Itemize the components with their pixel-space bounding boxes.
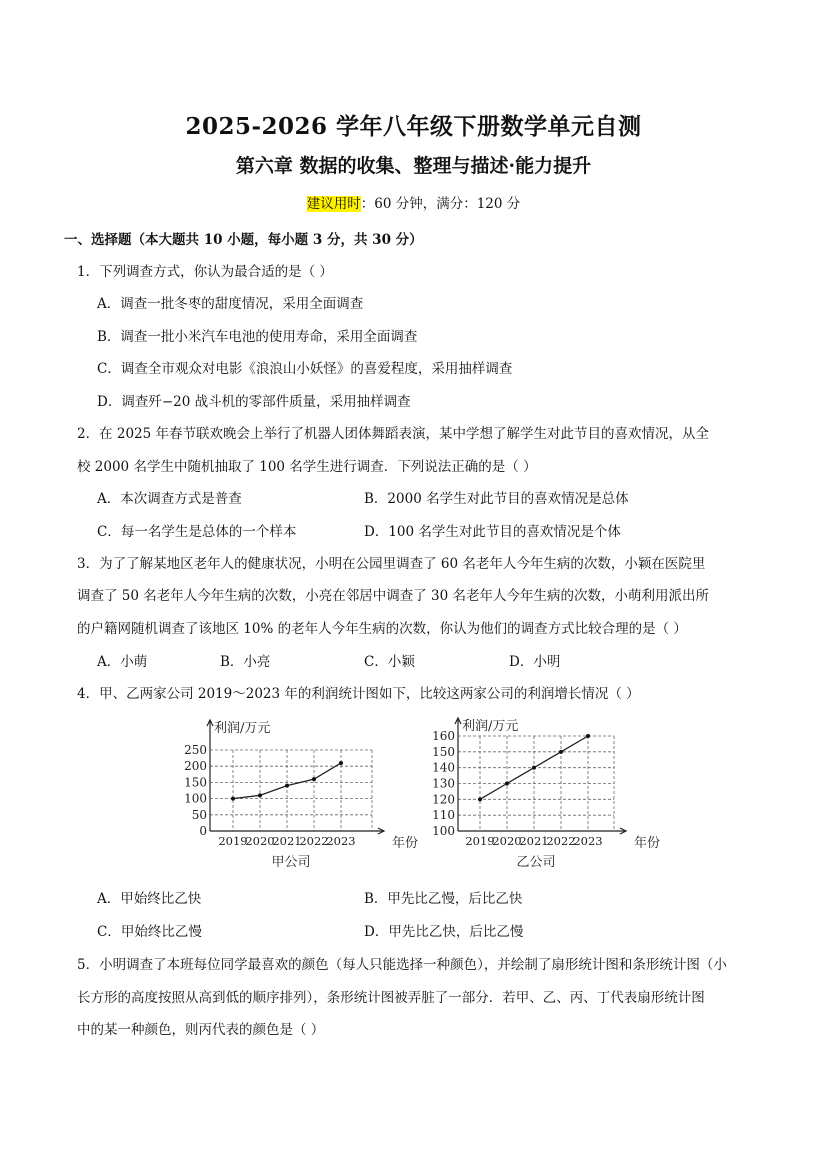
- chart1-ytick-label: 50: [191, 807, 207, 822]
- chart2-ytick-label: 160: [432, 729, 455, 743]
- chart2-xtick-label: 2019: [465, 834, 495, 848]
- q1-option-b: B．调查一批小米汽车电池的使用寿命，采用全面调查: [97, 329, 418, 345]
- chart2-ytick-label: 120: [432, 792, 455, 807]
- chart1-ylabel: 利润/万元: [214, 721, 271, 736]
- time-info: [0, 192, 827, 212]
- q1-option-d: D．调查歼−20 战斗机的零部件质量，采用抽样调查: [97, 394, 411, 410]
- chart2-xtick-label: 2022: [546, 834, 576, 848]
- time-label: 建议用时: [306, 196, 361, 212]
- q2-option-d: D．100 名学生对此节目的喜欢情况是个体: [364, 524, 621, 540]
- q1-stem: 1．下列调查方式，你认为最合适的是（ ）: [77, 264, 333, 280]
- q5-stem-line1: 5．小明调查了本班每位同学最喜欢的颜色（每人只能选择一种颜色），并绘制了扇形统计图和条形统计图（小: [77, 957, 727, 973]
- q2-option-c: C．每一名学生是总体的一个样本: [97, 524, 297, 540]
- q1-option-c: C．调查全市观众对电影《浪浪山小妖怪》的喜爱程度，采用抽样调查: [97, 361, 513, 377]
- chart1-ytick-label: 0: [199, 824, 207, 838]
- chart2-data-point: [478, 797, 482, 801]
- chart2-data-point: [532, 766, 536, 770]
- chart1-xtick-label: 2023: [326, 834, 356, 848]
- q4-option-a: A．甲始终比乙快: [97, 891, 202, 907]
- chart1-data-point: [312, 777, 316, 781]
- chart2-title: 乙公司: [516, 855, 556, 870]
- chart1-title: 甲公司: [271, 855, 311, 870]
- q4-stem: 4．甲、乙两家公司 2019～2023 年的利润统计图如下，比较这两家公司的利润增长情况（ ）: [77, 686, 640, 702]
- chart1-xtick-label: 2022: [299, 834, 329, 848]
- q2-stem-line1: 2．在 2025 年春节联欢晚会上举行了机器人团体舞蹈表演，某中学想了解学生对此节目的喜欢情况，从全: [77, 426, 710, 442]
- q4-option-c: C．甲始终比乙慢: [97, 924, 202, 940]
- chart2-xlabel: 年份: [634, 836, 661, 851]
- chart2-ylabel: 利润/万元: [462, 719, 519, 734]
- chart1-data-point: [231, 797, 235, 801]
- chart1-xlabel: 年份: [392, 836, 419, 851]
- q4-option-b: B．甲先比乙慢，后比乙快: [364, 891, 523, 907]
- chart1-ytick-label: 200: [184, 759, 207, 774]
- chart2-ytick-label: 100: [432, 824, 455, 838]
- time-value: ：60 分钟，满分：120 分: [360, 196, 521, 212]
- q3-stem-line1: 3．为了了解某地区老年人的健康状况，小明在公园里调查了 60 名老年人今年生病的次数，小颖在医院里: [77, 556, 706, 572]
- exam-title: 2025-2026 学年八年级下册数学单元自测: [185, 113, 642, 140]
- chart2-xtick-label: 2023: [573, 834, 603, 848]
- chart2-xtick-label: 2020: [492, 834, 522, 848]
- q2-stem-line2: 校 2000 名学生中随机抽取了 100 名学生进行调查．下列说法正确的是（ ）: [77, 459, 537, 475]
- chart2-data-point: [505, 782, 509, 786]
- q3-stem-line2: 调查了 50 名老年人今年生病的次数，小亮在邻居中调查了 30 名老年人今年生病的次数，小萌利用派出所: [77, 588, 710, 604]
- q2-option-b: B．2000 名学生对此节目的喜欢情况是总体: [364, 491, 629, 507]
- chart2-ytick-label: 130: [432, 776, 455, 791]
- q2-option-a: A．本次调查方式是普查: [97, 491, 242, 507]
- chart1-ytick-label: 100: [184, 791, 207, 806]
- chart2-ytick-label: 140: [432, 760, 455, 775]
- chart2-xtick-label: 2021: [519, 834, 549, 848]
- q4-option-d: D．甲先比乙快，后比乙慢: [364, 924, 524, 940]
- q4-charts: [0, 700, 827, 880]
- q3-stem-line3: 的户籍网随机调查了该地区 10% 的老年人今年生病的次数，你认为他们的调查方式比较合理的是（ ）: [77, 621, 687, 637]
- q3-option-d: D．小明: [509, 654, 561, 670]
- chart1-data-point: [258, 793, 262, 797]
- chart1-xtick-label: 2019: [218, 834, 248, 848]
- chart2-data-point: [559, 750, 563, 754]
- q5-stem-line3: 中的某一种颜色，则丙代表的颜色是（ ）: [77, 1022, 325, 1038]
- q1-option-a: A．调查一批冬枣的甜度情况，采用全面调查: [97, 296, 364, 312]
- q3-option-a: A．小萌: [97, 654, 148, 670]
- q3-option-b: B．小亮: [220, 654, 271, 670]
- chart2-ytick-label: 110: [432, 808, 455, 823]
- chart1-ytick-label: 150: [184, 775, 207, 790]
- chart1-xtick-label: 2021: [272, 834, 302, 848]
- chart1-data-point: [285, 784, 289, 788]
- section-heading: 一、选择题（本大题共 10 小题，每小题 3 分，共 30 分）: [64, 232, 423, 248]
- chart2-data-point: [586, 734, 590, 738]
- chart2-ytick-label: 150: [432, 744, 455, 759]
- chapter-subtitle: 第六章 数据的收集、整理与描述·能力提升: [235, 155, 592, 177]
- chart1-ytick-label: 250: [184, 743, 207, 757]
- q3-option-c: C．小颖: [364, 654, 415, 670]
- chart1-data-point: [339, 761, 343, 765]
- q5-stem-line2: 长方形的高度按照从高到低的顺序排列），条形统计图被弄脏了一部分．若甲、乙、丙、丁代表扇形统计图: [77, 990, 705, 1006]
- chart1-xtick-label: 2020: [245, 834, 275, 848]
